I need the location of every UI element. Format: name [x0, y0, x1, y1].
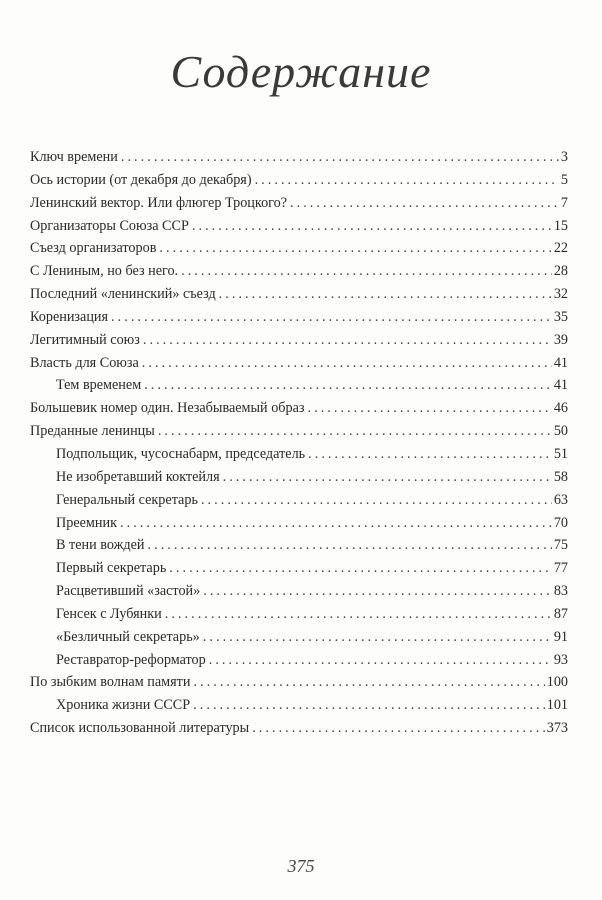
dot-leader	[121, 146, 559, 169]
toc-entry	[30, 512, 568, 535]
toc-entry-title: Последний «ленинский» съезд	[30, 286, 216, 303]
toc-entry-page: 50	[553, 423, 568, 440]
dot-leader	[111, 306, 552, 329]
toc-entry-page: 63	[553, 491, 568, 508]
toc-entry	[30, 237, 568, 260]
toc-entry-page: 87	[553, 605, 568, 622]
toc-entry	[30, 329, 568, 352]
toc-entry-page: 5	[560, 171, 568, 188]
toc-entry-page: 41	[553, 354, 568, 371]
dot-leader	[144, 374, 552, 397]
dot-leader	[203, 580, 552, 603]
toc-entry-page: 75	[553, 537, 568, 554]
toc-entry	[30, 260, 568, 283]
page-title: Содержание	[170, 46, 432, 97]
toc-entry-title: Власть для Союза	[30, 354, 139, 371]
toc-entry-page: 91	[553, 628, 568, 645]
toc-entry-page: 58	[553, 468, 568, 485]
toc-entry-title: Расцветивший «застой»	[56, 583, 201, 600]
toc-entry-page: 77	[553, 560, 568, 577]
toc-entry	[30, 146, 568, 169]
toc-entry-title: Хроника жизни СССР	[56, 697, 191, 714]
toc-entry	[30, 169, 568, 192]
toc-entry-page: 70	[553, 514, 568, 531]
toc-entry	[30, 671, 568, 694]
dot-leader	[193, 694, 545, 717]
toc-entry	[30, 580, 568, 603]
toc-entry	[30, 192, 568, 215]
dot-leader	[169, 557, 552, 580]
toc-entry	[30, 420, 568, 443]
toc-entry	[30, 694, 568, 717]
toc-entry	[30, 352, 568, 375]
toc-entry	[30, 603, 568, 626]
toc-entry-title: С Лениным, но без него.	[30, 263, 179, 280]
toc-entry	[30, 626, 568, 649]
page-number: 375	[287, 856, 315, 876]
toc-entry-title: Ленинский вектор. Или флюгер Троцкого?	[30, 194, 288, 211]
dot-leader	[142, 352, 552, 375]
toc-entry-title: По зыбким волнам памяти	[30, 674, 191, 691]
dot-leader	[290, 192, 559, 215]
toc-entry-title: В тени вождей	[56, 537, 145, 554]
toc-entry	[30, 397, 568, 420]
dot-leader	[252, 717, 545, 740]
toc-entry-page: 100	[546, 674, 568, 691]
dot-leader	[201, 489, 552, 512]
dot-leader	[181, 260, 552, 283]
toc-entry-title: Преемник	[56, 514, 117, 531]
toc-entry-title: Список использованной литературы	[30, 720, 250, 737]
dot-leader	[209, 649, 552, 672]
toc-entry-page: 51	[553, 445, 568, 462]
toc-entry-page: 15	[553, 217, 568, 234]
toc-entry-page: 93	[553, 651, 568, 668]
toc-entry-page: 41	[553, 377, 568, 394]
toc-entry-page: 35	[553, 308, 568, 325]
toc-entry-page: 101	[546, 697, 568, 714]
dot-leader	[223, 466, 552, 489]
toc-entry-title: Большевик номер один. Незабываемый образ	[30, 400, 305, 417]
toc-entry-title: Организаторы Союза ССР	[30, 217, 189, 234]
toc-entry-title: Съезд организаторов	[30, 240, 157, 257]
table-of-contents	[30, 146, 568, 740]
dot-leader	[120, 512, 552, 535]
toc-entry	[30, 466, 568, 489]
toc-entry-title: Легитимный союз	[30, 331, 140, 348]
dot-leader	[308, 443, 552, 466]
toc-entry-title: Первый секретарь	[56, 560, 167, 577]
toc-entry-page: 39	[553, 331, 568, 348]
toc-entry	[30, 557, 568, 580]
toc-entry-page: 373	[546, 720, 568, 737]
dot-leader	[143, 329, 552, 352]
dot-leader	[203, 626, 552, 649]
toc-entry-page: 83	[553, 583, 568, 600]
dot-leader	[148, 534, 552, 557]
dot-leader	[165, 603, 552, 626]
dot-leader	[219, 283, 552, 306]
toc-entry-title: Преданные ленинцы	[30, 423, 155, 440]
toc-entry-page: 32	[553, 286, 568, 303]
dot-leader	[308, 397, 552, 420]
toc-entry	[30, 489, 568, 512]
toc-entry	[30, 534, 568, 557]
toc-entry-title: Коренизация	[30, 308, 109, 325]
dot-leader	[158, 420, 552, 443]
toc-entry	[30, 443, 568, 466]
toc-entry-title: Тем временем	[56, 377, 142, 394]
toc-entry-title: Реставратор-реформатор	[56, 651, 206, 668]
toc-entry	[30, 374, 568, 397]
dot-leader	[159, 237, 551, 260]
toc-entry-title: «Безличный секретарь»	[56, 628, 200, 645]
toc-entry	[30, 306, 568, 329]
toc-entry-title: Ось истории (от декабря до декабря)	[30, 171, 252, 188]
toc-entry	[30, 717, 568, 740]
toc-entry	[30, 215, 568, 238]
toc-entry-title: Генеральный секретарь	[56, 491, 198, 508]
dot-leader	[255, 169, 559, 192]
dot-leader	[192, 215, 552, 238]
toc-entry-page: 7	[560, 194, 568, 211]
toc-entry-page: 22	[553, 240, 568, 257]
toc-entry-title: Генсек с Лубянки	[56, 605, 162, 622]
toc-entry	[30, 283, 568, 306]
toc-entry-page: 28	[553, 263, 568, 280]
toc-entry-page: 3	[560, 149, 568, 165]
dot-leader	[193, 671, 544, 694]
toc-entry-title: Подпольщик, чусоснабарм, председатель	[56, 445, 306, 462]
toc-entry-title: Ключ времени	[30, 149, 118, 165]
toc-entry-page: 46	[553, 400, 568, 417]
toc-entry	[30, 649, 568, 672]
toc-entry-title: Не изобретавший коктейля	[56, 468, 220, 485]
